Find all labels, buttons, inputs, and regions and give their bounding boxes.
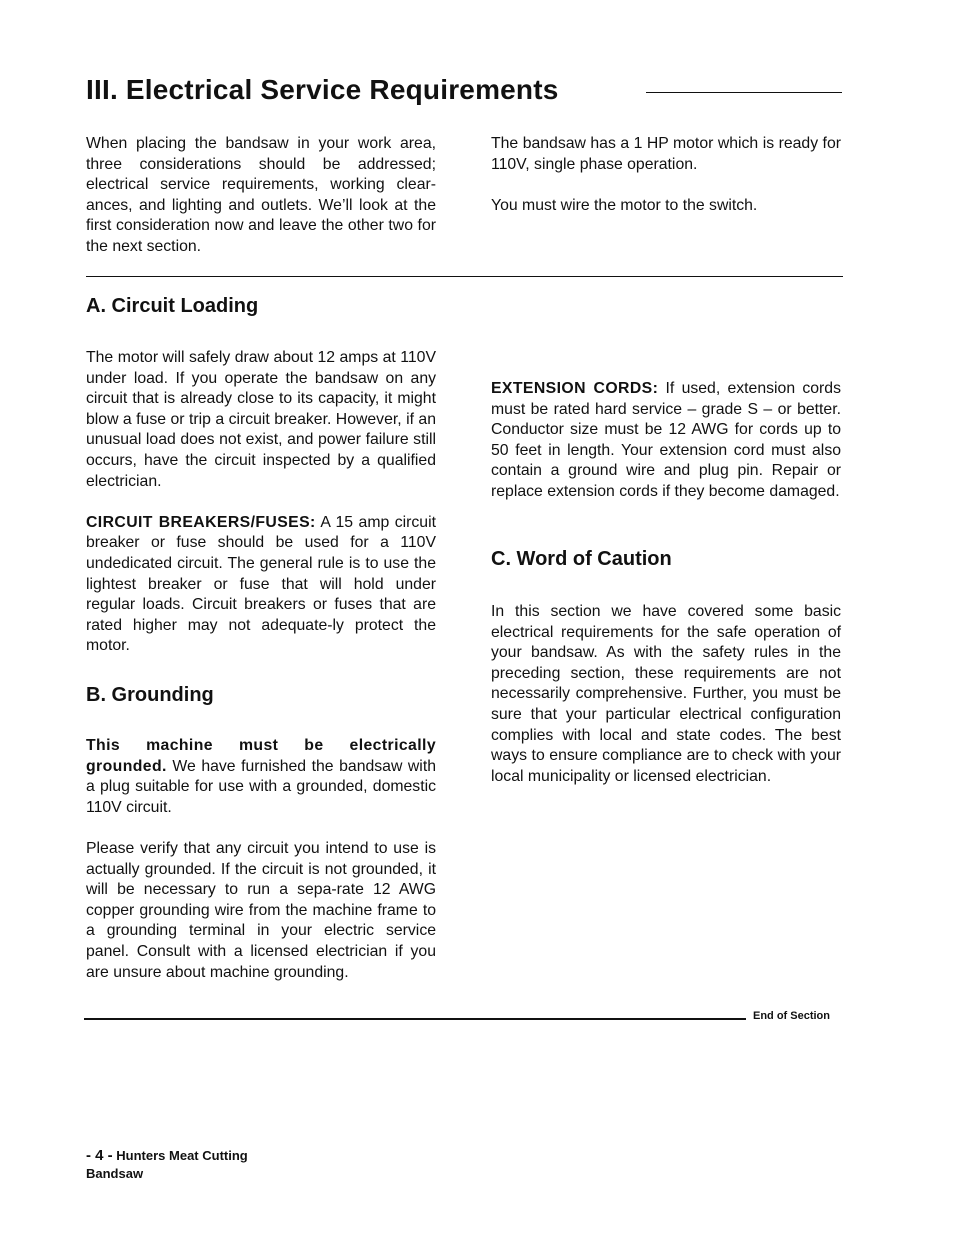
page-footer [86,1147,248,1183]
grounding-text: We have furnished the bandsaw with a plug suitable for use with a grounded, domestic 110V circuit. [86,757,436,816]
footer-line-1 [86,1147,248,1165]
extension-cords-text: If used, extension cords must be rated hard service – grade S – or better. Conductor size must be 12 AWG for cords up to 50 feet in length. Your extension cord must also contain a ground wire and plug pin. Repair or replace extension cords if they become damaged. [491,380,841,500]
motor-paragraph: The bandsaw has a 1 HP motor which is ready for 110V, single phase operation. [491,135,841,173]
end-of-section-label: End of Section [753,1010,830,1022]
intro-left-column [86,134,436,258]
heading-grounding: B. Grounding [86,684,214,706]
end-of-section-rule [84,1018,746,1020]
circuit-breakers-text: A 15 amp circuit breaker or fuse should be used for a 110V undedicated circuit. The general rule is to use the lightest breaker or fuse that will hold under regular loads. Circuit breakers or fuses that are rated higher may not adequate-ly protect the motor. [86,513,436,655]
extension-cords-paragraph [491,379,841,503]
heading-word-of-caution: C. Word of Caution [491,548,672,570]
footer-title: Hunters Meat Cutting [112,1148,248,1163]
footer-line-2: Bandsaw [86,1166,144,1181]
title-rule [646,92,842,93]
extension-cords-column [491,379,841,503]
grounding-verify-paragraph: Please verify that any circuit you intend to use is actually grounded. If the circuit is not grounded, it will be necessary to run a sepa-rate 12 AWG copper grounding wire from the machine frame to a grounding terminal in your electric service panel. Consult with a licensed electrician if you are unsure about machine grounding. [86,839,436,981]
circuit-loading-column [86,348,436,657]
heading-circuit-loading: A. Circuit Loading [86,295,259,317]
circuit-breakers-paragraph [86,513,436,657]
grounding-paragraph [86,736,436,818]
wiring-paragraph: You must wire the motor to the switch. [491,196,758,214]
grounding-column [86,736,436,983]
circuit-breakers-lead: CIRCUIT BREAKERS/FUSES: [86,513,316,531]
circuit-loading-paragraph: The motor will safely draw about 12 amps at 110V under load. If you operate the bandsaw on any circuit that is already close to its capacity, it might blow a fuse or trip a circuit breaker. However, if an unusual load does not exist, and power failure still occurs, have the circuit inspected by a qualified electrician. [86,349,436,490]
page-title: III. Electrical Service Requirements [86,74,559,105]
word-of-caution-column [491,602,841,787]
section-divider [86,276,843,277]
word-of-caution-paragraph: In this section we have covered some basic electrical requirements for the safe operation of your bandsaw. As with the safety rules in the preceding section, these requirements are not necessarily comprehensive. Further, you must be sure that your particular electrical configuration complies with local and state codes. The best ways to ensure compliance are to check with your local municipality or licensed electrician. [491,603,841,785]
intro-right-column [491,134,841,216]
grounding-lead: This machine must be electrically grounded. [86,737,436,775]
page-number: - 4 - [86,1147,113,1164]
extension-cords-lead: EXTENSION CORDS: [491,380,659,397]
intro-paragraph: When placing the bandsaw in your work area, three considerations should be addressed; electrical service requirements, working clear-ances, and lighting and outlets. We’ll look at the first consideration now and leave the other two for the next section. [86,135,436,255]
